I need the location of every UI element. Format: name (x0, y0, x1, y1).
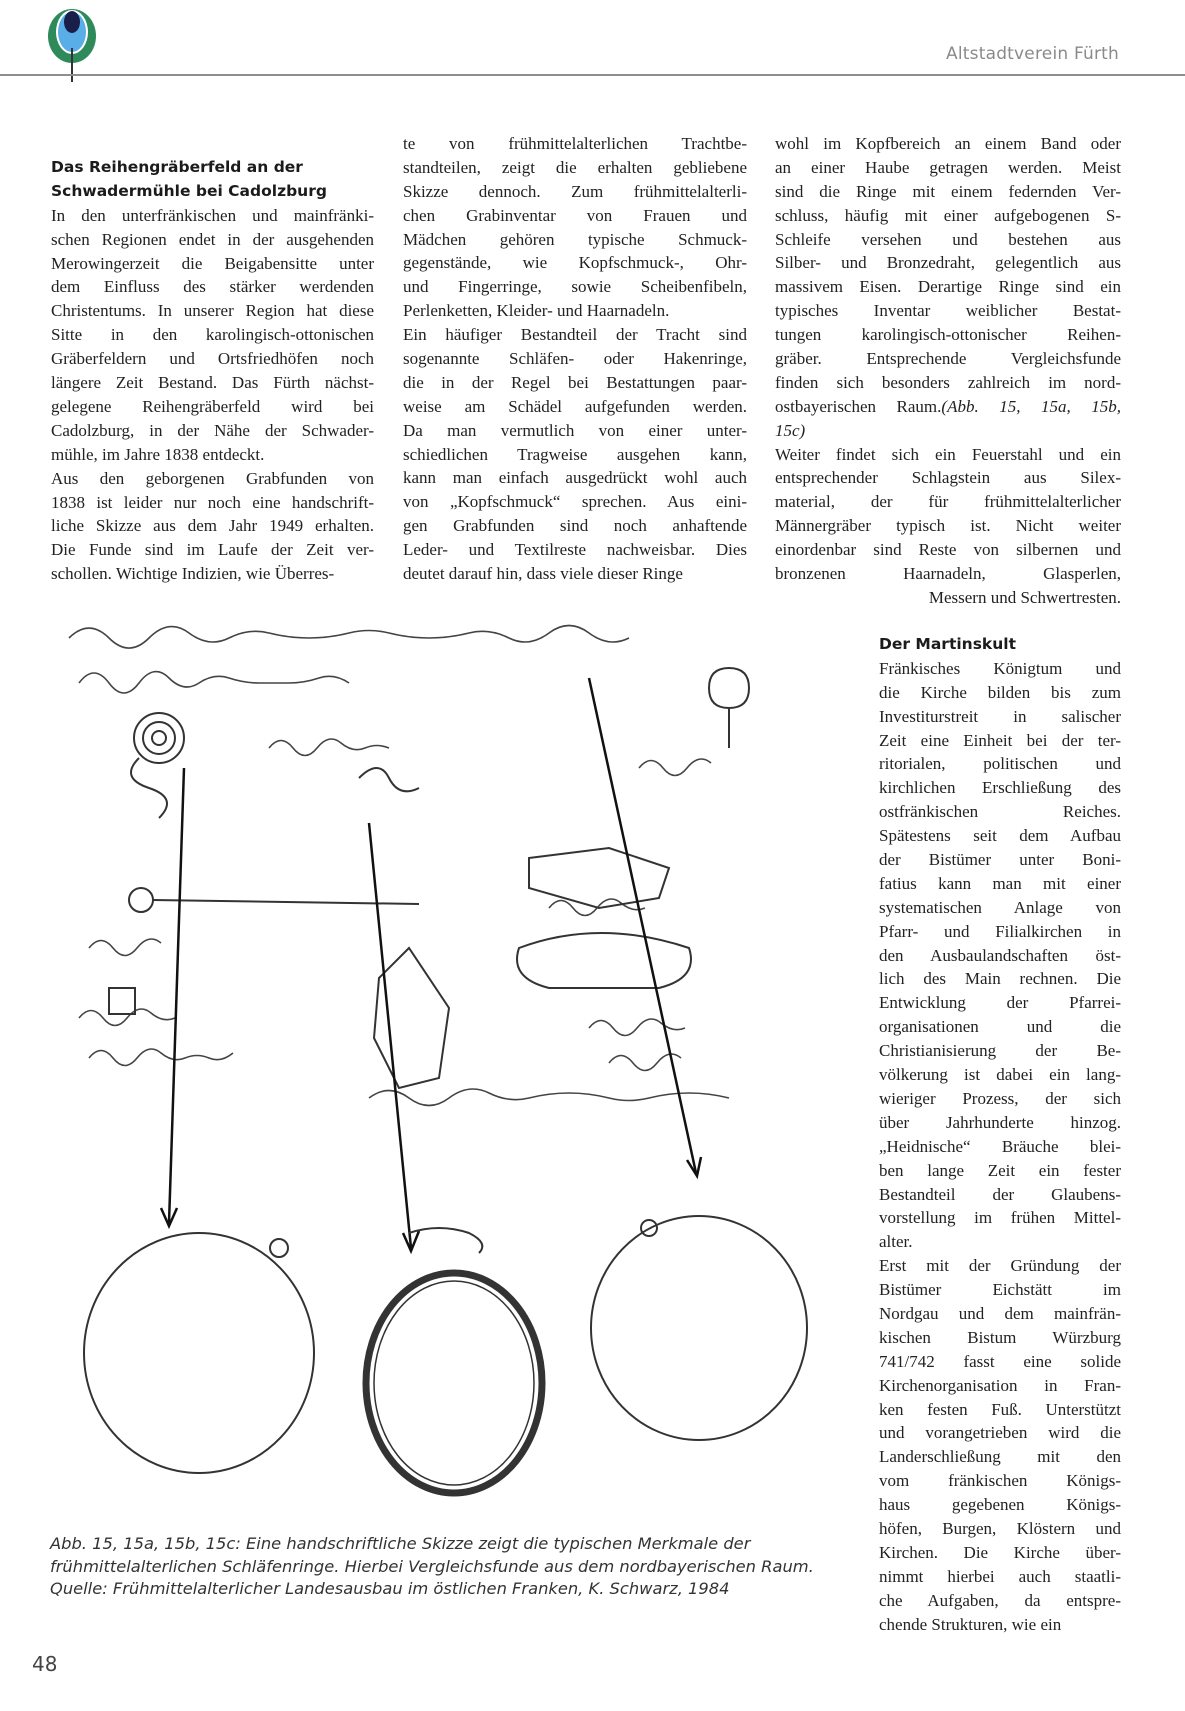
text-line: ostfränkischen Reiches. (879, 802, 1121, 822)
text-line: kischen Bistum Würzburg (879, 1327, 1121, 1347)
text-line: vom fränkischen Königs- (879, 1471, 1121, 1491)
text-line: Bestandteil der Glaubens- (879, 1184, 1121, 1204)
text-line: Christentums. In unserer Region hat diese (51, 301, 374, 321)
text-line: Bistümer Eichstätt im (879, 1280, 1121, 1300)
text-line: alter. (879, 1232, 913, 1252)
text-line: deutet darauf hin, dass viele dieser Ringe (403, 564, 683, 584)
text-line: Kirchen. Die Kirche über- (879, 1542, 1121, 1562)
text-line: wohl im Kopfbereich an einem Band oder (775, 134, 1121, 153)
sketch-figure (49, 608, 839, 1526)
text-line: chende Strukturen, wie ein (879, 1614, 1062, 1634)
text-line: ostbayerischen Raum.(Abb. 15, 15a, 15b, (775, 396, 1121, 416)
text-line: tungen karolingisch-ottonischer Reihen- (775, 325, 1121, 345)
text-line: ben lange Zeit ein fester (879, 1160, 1121, 1180)
text-line: ken festen Fuß. Unterstützt (879, 1399, 1121, 1419)
text-line: ritorialen, politischen und (879, 754, 1121, 774)
text-line: Da man vermutlich von einer unter- (403, 420, 747, 440)
logo (44, 8, 100, 82)
text-line: wieriger Prozess, der sich (879, 1088, 1121, 1108)
figure-caption: Abb. 15, 15a, 15b, 15c: Eine handschriftliche Skizze zeigt die typischen Merkmale der frühmittelalterlichen Schläfenringe. Hierbei Vergleichsfunde aus dem nordbayerischen Raum. Quelle: Frühmittelalterlicher Landesausbau im östlichen Franken, K. Schwarz, 1984 (50, 1534, 814, 1598)
text-line: Christianisierung der Be- (879, 1041, 1121, 1061)
text-line: Die Funde sind im Laufe der Zeit ver- (51, 540, 374, 560)
text-line: liche Skizze aus dem Jahr 1949 erhalten. (51, 516, 374, 536)
text-line: entsprechender Schlagstein aus Silex- (775, 468, 1121, 488)
text-column-3 (775, 132, 1121, 610)
text-line: lich des Main rechnen. Die (879, 969, 1121, 989)
text-line: die Kirche bilden bis zum (879, 682, 1121, 702)
text-line: längere Zeit Bestand. Das Fürth nächst- (51, 373, 374, 393)
text-line: Sitte in den karolingisch-ottonischen (51, 325, 374, 345)
text-line: nimmt hierbei auch staatli- (879, 1566, 1121, 1586)
text-line: Perlenketten, Kleider- und Haarnadeln. (403, 301, 670, 321)
text-line: der Bistümer unter Boni- (879, 850, 1121, 870)
header-rule (0, 74, 1185, 76)
text-line: vorstellung im frühen Mittel- (879, 1208, 1121, 1228)
text-line: kirchlichen Erschließung des (879, 778, 1121, 798)
tree-logo-icon (44, 8, 100, 82)
text-line: und vorangetrieben wird die (879, 1423, 1121, 1443)
text-line: über Jahrhunderte hinzog. (879, 1112, 1121, 1132)
text-line: schollen. Wichtige Indizien, wie Überres- (51, 564, 335, 584)
bead-bronze-sketch (529, 848, 669, 908)
text-line: Schleife versehen und bestehen aus (775, 229, 1121, 249)
text-line: organisationen und die (879, 1017, 1121, 1037)
publication-title: Altstadtverein Fürth (946, 44, 1119, 64)
text-line: völkerung ist dabei ein lang- (879, 1065, 1121, 1085)
text-line: weise am Schädel aufgefunden werden. (403, 396, 747, 416)
text-column-right (879, 633, 1121, 1636)
text-line: typisches Inventar weiblicher Bestat- (775, 301, 1121, 321)
text-line: schen Regionen endet in der ausgehenden (51, 229, 374, 249)
text-line: Nordgau und dem mainfrän- (879, 1303, 1121, 1323)
arrows (161, 678, 701, 1251)
text-line: Männergräber typisch ist. Nicht weiter (775, 516, 1121, 536)
text-line: mühle, im Jahre 1838 entdeckt. (51, 444, 265, 464)
text-line: kann man einfach ausgedrückt wohl auch (403, 468, 747, 488)
text-line: Skizze dennoch. Zum frühmittelalterli- (403, 181, 747, 201)
text-line: che Aufgaben, da entspre- (879, 1590, 1121, 1610)
text-line: fatius kann man mit einer (879, 873, 1121, 893)
s-ring-sketch (359, 768, 419, 791)
section-heading: Das Reihengräberfeld an der (51, 158, 303, 176)
text-line: einordenbar sind Reste von silbernen und (775, 540, 1121, 560)
text-line: schiedlichen Tragweise ausgehen kann, (403, 444, 747, 464)
pendant-sketch (709, 668, 749, 748)
text-line: von „Kopfschmuck“ sprechen. Aus eini- (403, 492, 747, 512)
text-line: Cadolzburg, in der Nähe der Schwader- (51, 420, 374, 440)
text-line: 741/742 fasst eine solide (879, 1351, 1121, 1371)
text-line: finden sich besonders zahlreich im nord- (775, 372, 1121, 392)
text-line: „Heidnische“ Bräuche blei- (879, 1136, 1121, 1156)
text-line: Entwicklung der Pfarrei- (879, 993, 1121, 1013)
section-heading: Schwadermühle bei Cadolzburg (51, 181, 327, 200)
text-line: bronzenen Haarnadeln, Glasperlen, (775, 564, 1121, 584)
text-column-2 (403, 132, 747, 586)
text-line: systematischen Anlage von (879, 897, 1121, 917)
text-line: sogenannte Schläfen- oder Hakenringe, (403, 349, 747, 369)
text-line: Silber- und Bronzedraht, gelegentlich aus (775, 253, 1121, 273)
text-line: die in der Regel bei Bestattungen paar- (403, 372, 747, 392)
text-line: Aus den geborgenen Grabfunden von (51, 468, 374, 488)
bead-sketch (109, 988, 135, 1014)
text-line: gen Grabfunden sind noch anhaftende (403, 516, 747, 536)
text-line: Pfarr- und Filialkirchen in (879, 921, 1121, 941)
text-line: an einer Haube getragen werden. Meist (775, 157, 1121, 177)
text-line: den Ausbaulandschaften öst- (879, 945, 1121, 965)
page-number: 48 (32, 1652, 58, 1676)
text-line: Spätestens seit dem Aufbau (879, 826, 1121, 846)
fire-steel-sketch (517, 933, 691, 988)
text-line: massivem Eisen. Derartige Ringe sind ein (775, 277, 1121, 297)
text-line: 15c) (775, 420, 806, 440)
text-line: 1838 ist leider nur noch eine handschrift- (51, 492, 374, 512)
ring-drawings (84, 1216, 807, 1493)
text-line: sind die Ringe mit einem federnden Ver- (775, 181, 1121, 201)
text-line: Fränkisches Königtum und (879, 658, 1121, 678)
text-line: Ein häufiger Bestandteil der Tracht sind (403, 325, 747, 345)
text-line: Erst mit der Gründung der (879, 1256, 1121, 1276)
text-line: und Fingerringe, sowie Scheibenfibeln, (403, 277, 747, 297)
spiral-ring-sketch (131, 713, 184, 818)
text-line: Landerschließung mit den (879, 1447, 1121, 1467)
text-line: Weiter findet sich ein Feuerstahl und ein (775, 444, 1121, 464)
flint-sketch (374, 948, 449, 1088)
text-line: Mädchen gehören typische Schmuck- (403, 229, 747, 249)
text-line: Investiturstreit in salischer (879, 706, 1121, 726)
text-line: Zeit eine Einheit bei der ter- (879, 730, 1121, 750)
text-line: Kirchenorganisation in Fran- (879, 1375, 1121, 1395)
text-line: standteilen, zeigt die erhalten gebliebene (403, 157, 747, 177)
text-line: Messern und Schwertresten. (928, 587, 1121, 607)
section-heading: Der Martinskult (879, 635, 1016, 653)
text-line: gelegene Reihengräberfeld wird bei (51, 396, 374, 416)
text-line: te von frühmittelalterlichen Trachtbe- (403, 134, 747, 153)
text-line: chen Grabinventar von Frauen und (403, 205, 747, 225)
text-line: dem Einfluss des stärker werdenden (51, 277, 374, 297)
text-line: material, der für frühmittelalterlicher (775, 492, 1121, 512)
text-line: haus gegebenen Königs- (879, 1495, 1121, 1515)
text-line: gegenstände, wie Kopfschmuck-, Ohr- (403, 253, 747, 273)
text-line: Gräberfeldern und Ortsfriedhöfen noch (51, 349, 374, 369)
text-line: In den unterfränkischen und mainfränki- (51, 205, 374, 225)
text-line: Merowingerzeit die Beigabensitte unter (51, 253, 374, 273)
text-column-1 (51, 156, 374, 586)
text-line: gräber. Entsprechende Vergleichsfunde (775, 349, 1121, 369)
text-line: schluss, häufig mit einer aufgebogenen S- (775, 205, 1121, 225)
text-line: Leder- und Textilreste nachweisbar. Dies (403, 540, 747, 560)
text-line: höfen, Burgen, Klöstern und (879, 1518, 1121, 1538)
